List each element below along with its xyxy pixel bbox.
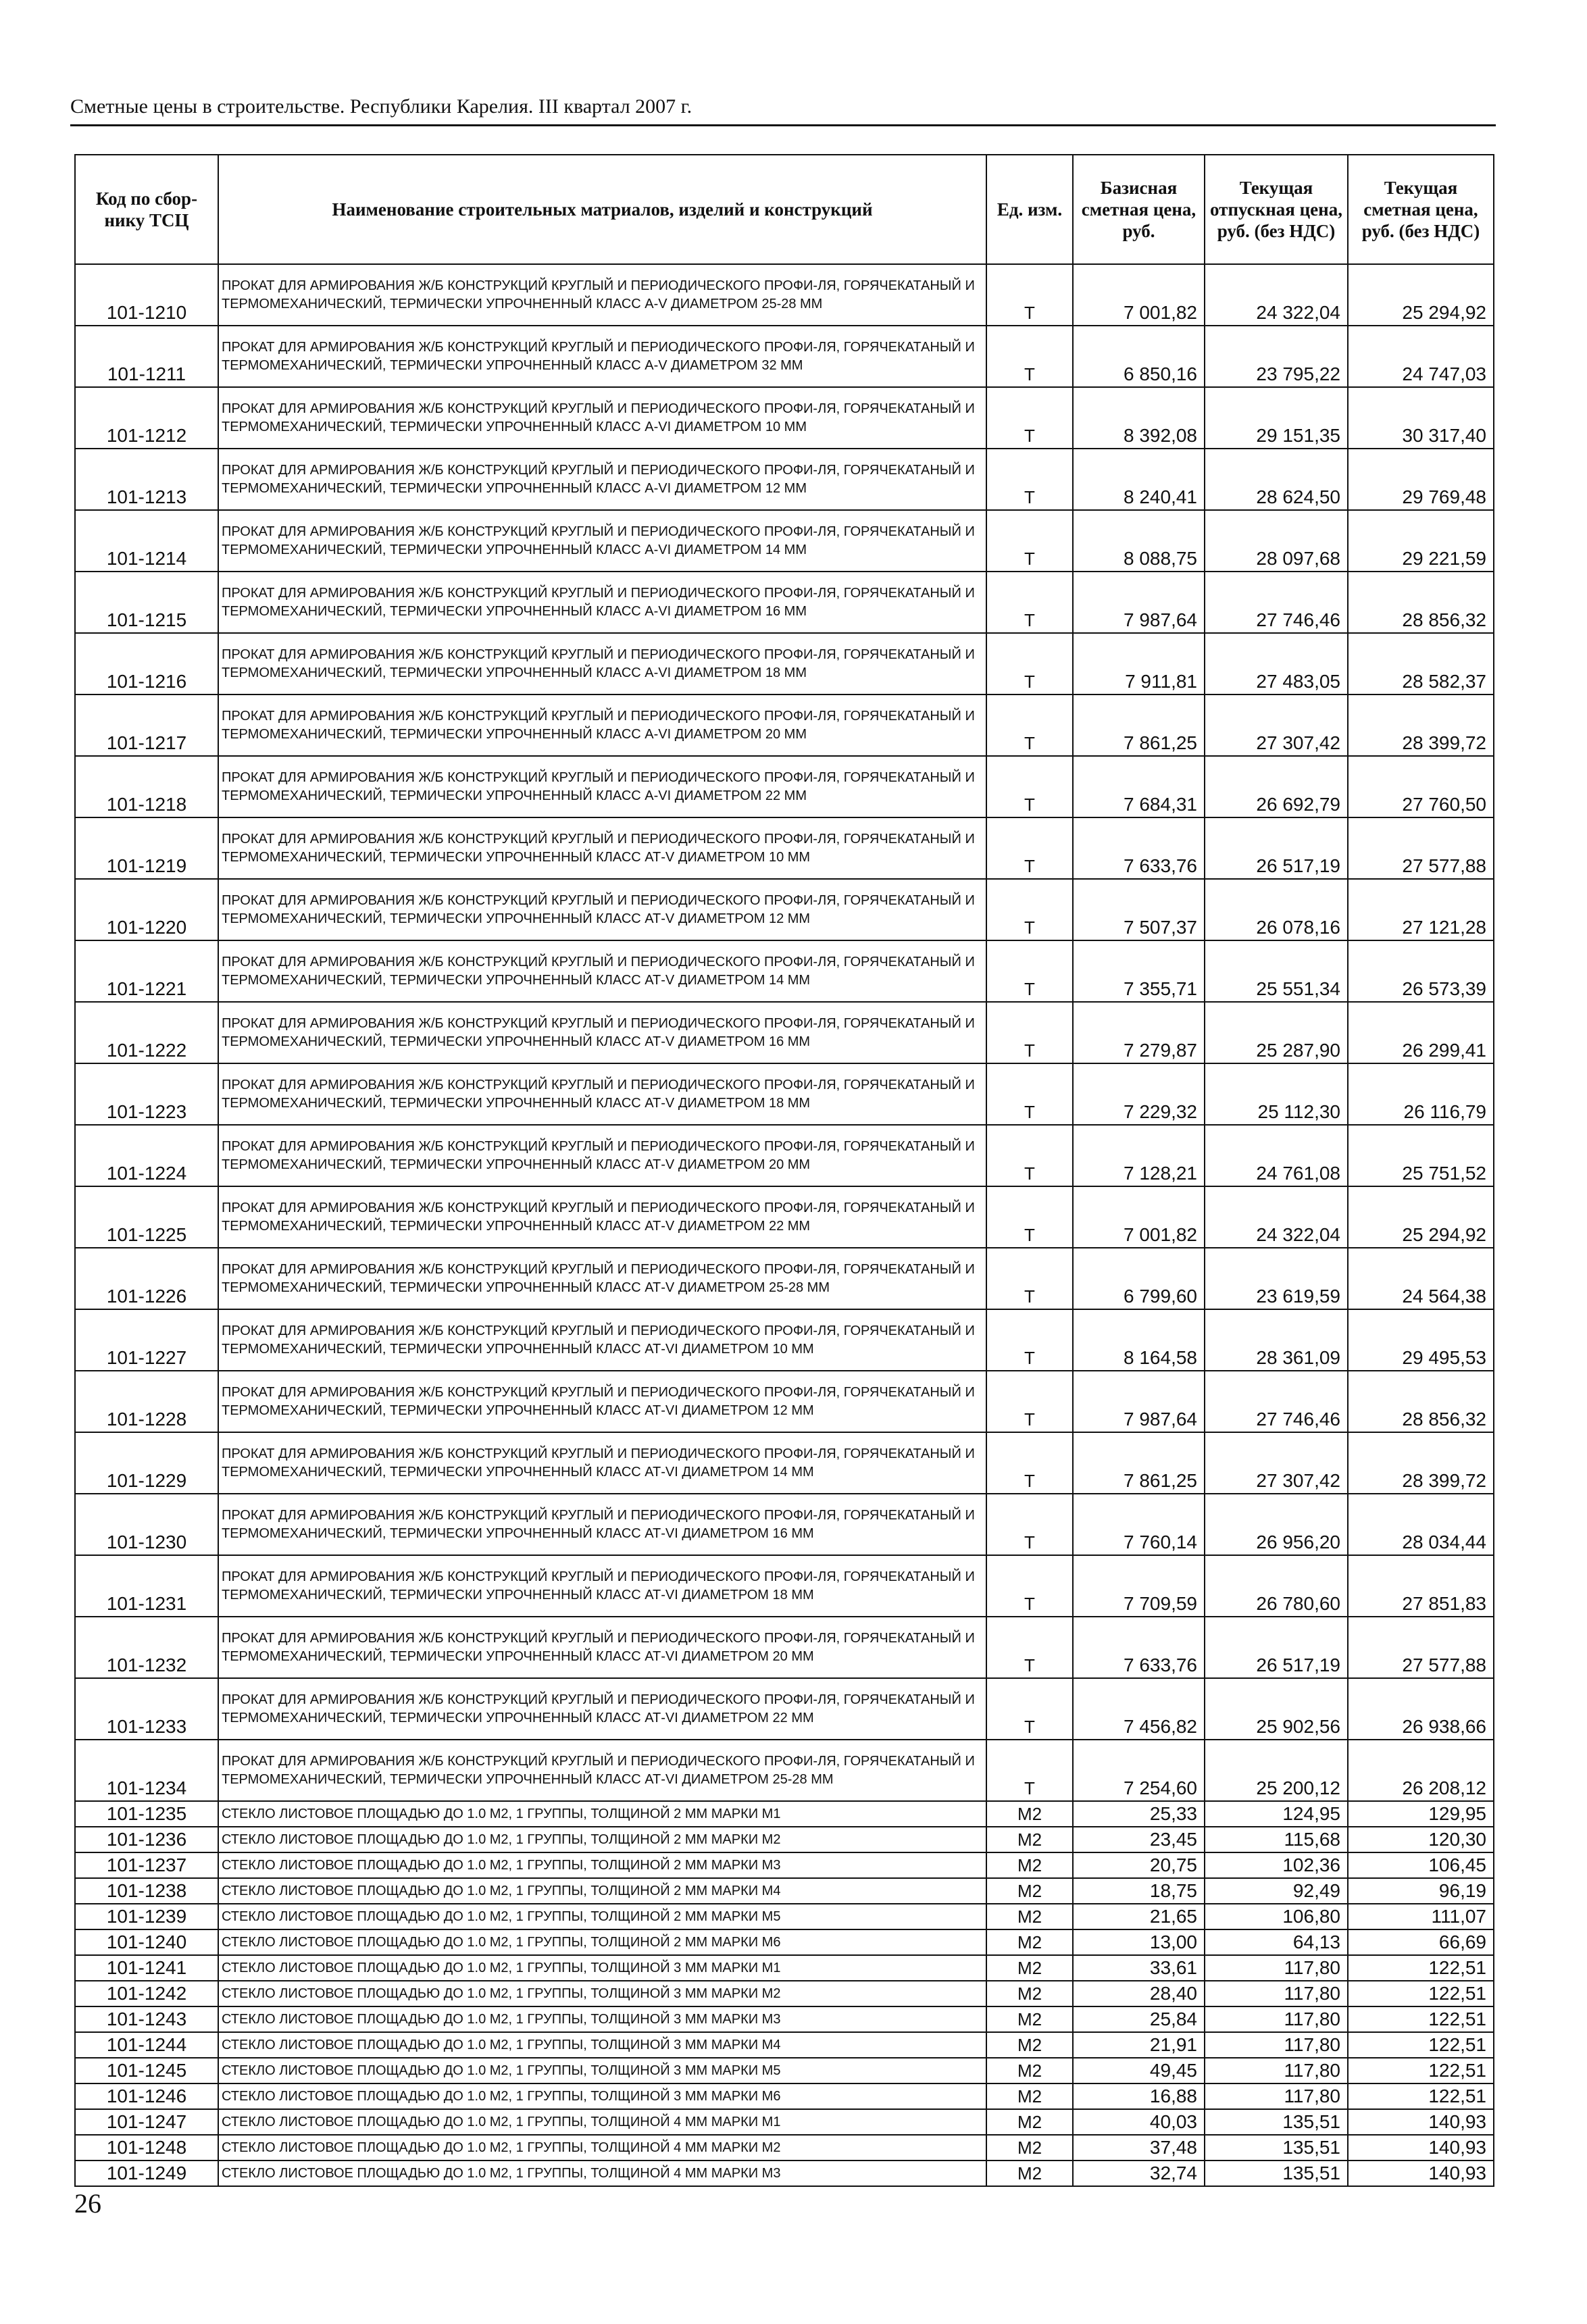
table-row [75,1371,1494,1432]
item-name: ПРОКАТ ДЛЯ АРМИРОВАНИЯ Ж/Б КОНСТРУКЦИЙ КРУГЛЫЙ И ПЕРИОДИЧЕСКОГО ПРОФИ-ЛЯ, ГОРЯЧЕКАТАНЫЙ И ТЕРМОМЕХАНИЧЕСКИЙ, ТЕРМИЧЕСКИ УПРОЧНЕННЫЙ КЛАСС А-V ДИАМЕТРОМ 25-28 ММ [218,264,986,326]
item-name: ПРОКАТ ДЛЯ АРМИРОВАНИЯ Ж/Б КОНСТРУКЦИЙ КРУГЛЫЙ И ПЕРИОДИЧЕСКОГО ПРОФИ-ЛЯ, ГОРЯЧЕКАТАНЫЙ И ТЕРМОМЕХАНИЧЕСКИЙ, ТЕРМИЧЕСКИ УПРОЧНЕННЫЙ КЛАСС АТ-V ДИАМЕТРОМ 18 ММ [218,1063,986,1125]
item-name: СТЕКЛО ЛИСТОВОЕ ПЛОЩАДЬЮ ДО 1.0 М2, 1 ГРУППЫ, ТОЛЩИНОЙ 4 ММ МАРКИ М2 [218,2135,986,2161]
item-name: ПРОКАТ ДЛЯ АРМИРОВАНИЯ Ж/Б КОНСТРУКЦИЙ КРУГЛЫЙ И ПЕРИОДИЧЕСКОГО ПРОФИ-ЛЯ, ГОРЯЧЕКАТАНЫЙ И ТЕРМОМЕХАНИЧЕСКИЙ, ТЕРМИЧЕСКИ УПРОЧНЕННЫЙ КЛАСС АТ-V ДИАМЕТРОМ 22 ММ [218,1186,986,1248]
item-base-price: 6 850,16 [1073,326,1205,387]
item-estimate-price: 29 769,48 [1348,449,1494,510]
item-estimate-price: 122,51 [1348,1955,1494,1981]
item-estimate-price: 106,45 [1348,1852,1494,1878]
item-release-price: 117,80 [1205,2058,1348,2083]
item-base-price: 7 987,64 [1073,572,1205,633]
table-row [75,387,1494,449]
table-row [75,2032,1494,2058]
item-base-price: 33,61 [1073,1955,1205,1981]
item-release-price: 124,95 [1205,1801,1348,1827]
item-estimate-price: 96,19 [1348,1878,1494,1904]
item-base-price: 25,33 [1073,1801,1205,1827]
item-unit: Т [986,387,1073,449]
table-row [75,1494,1494,1555]
item-code: 101-1230 [75,1494,218,1555]
item-code: 101-1237 [75,1852,218,1878]
item-code: 101-1236 [75,1827,218,1852]
item-release-price: 28 624,50 [1205,449,1348,510]
item-estimate-price: 29 495,53 [1348,1309,1494,1371]
item-estimate-price: 30 317,40 [1348,387,1494,449]
item-base-price: 21,65 [1073,1904,1205,1929]
item-base-price: 7 001,82 [1073,264,1205,326]
item-code: 101-1226 [75,1248,218,1309]
item-unit: Т [986,326,1073,387]
table-row [75,1904,1494,1929]
table-row [75,1852,1494,1878]
item-release-price: 24 322,04 [1205,1186,1348,1248]
item-estimate-price: 122,51 [1348,2006,1494,2032]
table-row [75,1801,1494,1827]
table-row [75,756,1494,817]
item-name: СТЕКЛО ЛИСТОВОЕ ПЛОЩАДЬЮ ДО 1.0 М2, 1 ГРУППЫ, ТОЛЩИНОЙ 2 ММ МАРКИ М1 [218,1801,986,1827]
item-unit: М2 [986,1878,1073,1904]
item-base-price: 7 001,82 [1073,1186,1205,1248]
item-code: 101-1210 [75,264,218,326]
item-base-price: 40,03 [1073,2109,1205,2135]
item-estimate-price: 122,51 [1348,2032,1494,2058]
item-code: 101-1223 [75,1063,218,1125]
item-release-price: 24 322,04 [1205,264,1348,326]
item-code: 101-1245 [75,2058,218,2083]
item-unit: М2 [986,2006,1073,2032]
item-estimate-price: 26 208,12 [1348,1740,1494,1801]
item-unit: М2 [986,1981,1073,2006]
item-estimate-price: 27 577,88 [1348,1617,1494,1678]
item-unit: Т [986,1248,1073,1309]
item-name: СТЕКЛО ЛИСТОВОЕ ПЛОЩАДЬЮ ДО 1.0 М2, 1 ГРУППЫ, ТОЛЩИНОЙ 2 ММ МАРКИ М2 [218,1827,986,1852]
item-estimate-price: 122,51 [1348,2083,1494,2109]
column-header-estimate-price: Текущая сметная цена, руб. (без НДС) [1348,155,1494,264]
table-row [75,817,1494,879]
item-name: СТЕКЛО ЛИСТОВОЕ ПЛОЩАДЬЮ ДО 1.0 М2, 1 ГРУППЫ, ТОЛЩИНОЙ 3 ММ МАРКИ М5 [218,2058,986,2083]
item-release-price: 25 287,90 [1205,1002,1348,1063]
item-code: 101-1247 [75,2109,218,2135]
item-name: СТЕКЛО ЛИСТОВОЕ ПЛОЩАДЬЮ ДО 1.0 М2, 1 ГРУППЫ, ТОЛЩИНОЙ 3 ММ МАРКИ М4 [218,2032,986,2058]
item-name: ПРОКАТ ДЛЯ АРМИРОВАНИЯ Ж/Б КОНСТРУКЦИЙ КРУГЛЫЙ И ПЕРИОДИЧЕСКОГО ПРОФИ-ЛЯ, ГОРЯЧЕКАТАНЫЙ И ТЕРМОМЕХАНИЧЕСКИЙ, ТЕРМИЧЕСКИ УПРОЧНЕННЫЙ КЛАСС АТ-V ДИАМЕТРОМ 12 ММ [218,879,986,940]
item-name: ПРОКАТ ДЛЯ АРМИРОВАНИЯ Ж/Б КОНСТРУКЦИЙ КРУГЛЫЙ И ПЕРИОДИЧЕСКОГО ПРОФИ-ЛЯ, ГОРЯЧЕКАТАНЫЙ И ТЕРМОМЕХАНИЧЕСКИЙ, ТЕРМИЧЕСКИ УПРОЧНЕННЫЙ КЛАСС АТ-VI ДИАМЕТРОМ 25-28 ММ [218,1740,986,1801]
item-name: ПРОКАТ ДЛЯ АРМИРОВАНИЯ Ж/Б КОНСТРУКЦИЙ КРУГЛЫЙ И ПЕРИОДИЧЕСКОГО ПРОФИ-ЛЯ, ГОРЯЧЕКАТАНЫЙ И ТЕРМОМЕХАНИЧЕСКИЙ, ТЕРМИЧЕСКИ УПРОЧНЕННЫЙ КЛАСС АТ-V ДИАМЕТРОМ 10 ММ [218,817,986,879]
item-estimate-price: 28 856,32 [1348,1371,1494,1432]
item-base-price: 13,00 [1073,1929,1205,1955]
item-base-price: 7 456,82 [1073,1678,1205,1740]
item-name: ПРОКАТ ДЛЯ АРМИРОВАНИЯ Ж/Б КОНСТРУКЦИЙ КРУГЛЫЙ И ПЕРИОДИЧЕСКОГО ПРОФИ-ЛЯ, ГОРЯЧЕКАТАНЫЙ И ТЕРМОМЕХАНИЧЕСКИЙ, ТЕРМИЧЕСКИ УПРОЧНЕННЫЙ КЛАСС АТ-V ДИАМЕТРОМ 25-28 ММ [218,1248,986,1309]
item-estimate-price: 140,93 [1348,2135,1494,2161]
table-row [75,2135,1494,2161]
item-unit: Т [986,1186,1073,1248]
column-header-base-price: Базисная сметная цена, руб. [1073,155,1205,264]
item-unit: М2 [986,2135,1073,2161]
item-code: 101-1211 [75,326,218,387]
item-estimate-price: 111,07 [1348,1904,1494,1929]
item-unit: Т [986,633,1073,694]
table-row [75,2161,1494,2186]
item-estimate-price: 28 856,32 [1348,572,1494,633]
item-unit: Т [986,1063,1073,1125]
item-release-price: 28 097,68 [1205,510,1348,572]
item-base-price: 20,75 [1073,1852,1205,1878]
column-header-name: Наименование строительных матриалов, изделий и конструкций [218,155,986,264]
item-code: 101-1242 [75,1981,218,2006]
table-row [75,1678,1494,1740]
item-release-price: 27 746,46 [1205,1371,1348,1432]
item-unit: Т [986,1432,1073,1494]
table-row [75,879,1494,940]
item-name: СТЕКЛО ЛИСТОВОЕ ПЛОЩАДЬЮ ДО 1.0 М2, 1 ГРУППЫ, ТОЛЩИНОЙ 2 ММ МАРКИ М3 [218,1852,986,1878]
item-unit: Т [986,817,1073,879]
item-name: ПРОКАТ ДЛЯ АРМИРОВАНИЯ Ж/Б КОНСТРУКЦИЙ КРУГЛЫЙ И ПЕРИОДИЧЕСКОГО ПРОФИ-ЛЯ, ГОРЯЧЕКАТАНЫЙ И ТЕРМОМЕХАНИЧЕСКИЙ, ТЕРМИЧЕСКИ УПРОЧНЕННЫЙ КЛАСС А-VI ДИАМЕТРОМ 22 ММ [218,756,986,817]
item-estimate-price: 28 399,72 [1348,694,1494,756]
item-code: 101-1231 [75,1555,218,1617]
item-unit: М2 [986,1801,1073,1827]
item-code: 101-1248 [75,2135,218,2161]
item-name: СТЕКЛО ЛИСТОВОЕ ПЛОЩАДЬЮ ДО 1.0 М2, 1 ГРУППЫ, ТОЛЩИНОЙ 3 ММ МАРКИ М6 [218,2083,986,2109]
item-release-price: 135,51 [1205,2135,1348,2161]
page-number: 26 [74,2188,101,2219]
item-name: СТЕКЛО ЛИСТОВОЕ ПЛОЩАДЬЮ ДО 1.0 М2, 1 ГРУППЫ, ТОЛЩИНОЙ 3 ММ МАРКИ М1 [218,1955,986,1981]
item-name: ПРОКАТ ДЛЯ АРМИРОВАНИЯ Ж/Б КОНСТРУКЦИЙ КРУГЛЫЙ И ПЕРИОДИЧЕСКОГО ПРОФИ-ЛЯ, ГОРЯЧЕКАТАНЫЙ И ТЕРМОМЕХАНИЧЕСКИЙ, ТЕРМИЧЕСКИ УПРОЧНЕННЫЙ КЛАСС А-VI ДИАМЕТРОМ 10 ММ [218,387,986,449]
item-unit: Т [986,694,1073,756]
table-row [75,2006,1494,2032]
item-estimate-price: 28 582,37 [1348,633,1494,694]
item-code: 101-1229 [75,1432,218,1494]
item-code: 101-1241 [75,1955,218,1981]
item-estimate-price: 129,95 [1348,1801,1494,1827]
item-release-price: 26 956,20 [1205,1494,1348,1555]
table-row [75,1955,1494,1981]
item-release-price: 25 200,12 [1205,1740,1348,1801]
item-name: СТЕКЛО ЛИСТОВОЕ ПЛОЩАДЬЮ ДО 1.0 М2, 1 ГРУППЫ, ТОЛЩИНОЙ 3 ММ МАРКИ М2 [218,1981,986,2006]
item-base-price: 7 279,87 [1073,1002,1205,1063]
table-row [75,449,1494,510]
table-row [75,1432,1494,1494]
item-code: 101-1221 [75,940,218,1002]
table-row [75,1555,1494,1617]
item-name: ПРОКАТ ДЛЯ АРМИРОВАНИЯ Ж/Б КОНСТРУКЦИЙ КРУГЛЫЙ И ПЕРИОДИЧЕСКОГО ПРОФИ-ЛЯ, ГОРЯЧЕКАТАНЫЙ И ТЕРМОМЕХАНИЧЕСКИЙ, ТЕРМИЧЕСКИ УПРОЧНЕННЫЙ КЛАСС АТ-VI ДИАМЕТРОМ 22 ММ [218,1678,986,1740]
item-base-price: 7 355,71 [1073,940,1205,1002]
item-release-price: 117,80 [1205,1955,1348,1981]
table-row [75,1002,1494,1063]
item-release-price: 26 780,60 [1205,1555,1348,1617]
item-code: 101-1239 [75,1904,218,1929]
table-row [75,2109,1494,2135]
item-unit: Т [986,1002,1073,1063]
item-base-price: 23,45 [1073,1827,1205,1852]
item-code: 101-1225 [75,1186,218,1248]
item-unit: Т [986,510,1073,572]
table-row [75,1309,1494,1371]
table-row [75,572,1494,633]
item-estimate-price: 66,69 [1348,1929,1494,1955]
column-header-release-price: Текущая отпускная цена, руб. (без НДС) [1205,155,1348,264]
item-release-price: 26 692,79 [1205,756,1348,817]
item-estimate-price: 27 851,83 [1348,1555,1494,1617]
item-base-price: 7 684,31 [1073,756,1205,817]
item-code: 101-1243 [75,2006,218,2032]
item-base-price: 7 709,59 [1073,1555,1205,1617]
item-release-price: 106,80 [1205,1904,1348,1929]
item-estimate-price: 26 938,66 [1348,1678,1494,1740]
item-base-price: 7 633,76 [1073,817,1205,879]
item-unit: М2 [986,2161,1073,2186]
table-row [75,510,1494,572]
item-name: СТЕКЛО ЛИСТОВОЕ ПЛОЩАДЬЮ ДО 1.0 М2, 1 ГРУППЫ, ТОЛЩИНОЙ 2 ММ МАРКИ М5 [218,1904,986,1929]
item-base-price: 16,88 [1073,2083,1205,2109]
item-estimate-price: 140,93 [1348,2161,1494,2186]
item-name: СТЕКЛО ЛИСТОВОЕ ПЛОЩАДЬЮ ДО 1.0 М2, 1 ГРУППЫ, ТОЛЩИНОЙ 2 ММ МАРКИ М4 [218,1878,986,1904]
item-code: 101-1224 [75,1125,218,1186]
item-name: ПРОКАТ ДЛЯ АРМИРОВАНИЯ Ж/Б КОНСТРУКЦИЙ КРУГЛЫЙ И ПЕРИОДИЧЕСКОГО ПРОФИ-ЛЯ, ГОРЯЧЕКАТАНЫЙ И ТЕРМОМЕХАНИЧЕСКИЙ, ТЕРМИЧЕСКИ УПРОЧНЕННЫЙ КЛАСС АТ-VI ДИАМЕТРОМ 10 ММ [218,1309,986,1371]
item-code: 101-1227 [75,1309,218,1371]
price-table-body [75,264,1494,2186]
table-row [75,1878,1494,1904]
item-unit: Т [986,940,1073,1002]
table-row [75,694,1494,756]
item-release-price: 27 307,42 [1205,694,1348,756]
item-estimate-price: 27 760,50 [1348,756,1494,817]
item-release-price: 26 078,16 [1205,879,1348,940]
item-name: СТЕКЛО ЛИСТОВОЕ ПЛОЩАДЬЮ ДО 1.0 М2, 1 ГРУППЫ, ТОЛЩИНОЙ 3 ММ МАРКИ М3 [218,2006,986,2032]
item-unit: Т [986,1125,1073,1186]
price-table-header [75,155,1494,264]
item-release-price: 26 517,19 [1205,1617,1348,1678]
item-unit: Т [986,572,1073,633]
item-unit: М2 [986,2032,1073,2058]
item-release-price: 117,80 [1205,2032,1348,2058]
item-estimate-price: 27 577,88 [1348,817,1494,879]
item-base-price: 7 229,32 [1073,1063,1205,1125]
item-estimate-price: 27 121,28 [1348,879,1494,940]
item-unit: М2 [986,2058,1073,2083]
item-unit: Т [986,1678,1073,1740]
table-row [75,1186,1494,1248]
item-unit: М2 [986,1955,1073,1981]
item-name: ПРОКАТ ДЛЯ АРМИРОВАНИЯ Ж/Б КОНСТРУКЦИЙ КРУГЛЫЙ И ПЕРИОДИЧЕСКОГО ПРОФИ-ЛЯ, ГОРЯЧЕКАТАНЫЙ И ТЕРМОМЕХАНИЧЕСКИЙ, ТЕРМИЧЕСКИ УПРОЧНЕННЫЙ КЛАСС АТ-VI ДИАМЕТРОМ 18 ММ [218,1555,986,1617]
item-name: СТЕКЛО ЛИСТОВОЕ ПЛОЩАДЬЮ ДО 1.0 М2, 1 ГРУППЫ, ТОЛЩИНОЙ 2 ММ МАРКИ М6 [218,1929,986,1955]
item-code: 101-1218 [75,756,218,817]
item-unit: М2 [986,2083,1073,2109]
item-name: ПРОКАТ ДЛЯ АРМИРОВАНИЯ Ж/Б КОНСТРУКЦИЙ КРУГЛЫЙ И ПЕРИОДИЧЕСКОГО ПРОФИ-ЛЯ, ГОРЯЧЕКАТАНЫЙ И ТЕРМОМЕХАНИЧЕСКИЙ, ТЕРМИЧЕСКИ УПРОЧНЕННЫЙ КЛАСС АТ-V ДИАМЕТРОМ 16 ММ [218,1002,986,1063]
item-code: 101-1228 [75,1371,218,1432]
item-base-price: 37,48 [1073,2135,1205,2161]
table-row [75,940,1494,1002]
item-estimate-price: 28 034,44 [1348,1494,1494,1555]
price-table [74,154,1494,2187]
item-unit: Т [986,1371,1073,1432]
item-code: 101-1233 [75,1678,218,1740]
table-row [75,633,1494,694]
item-estimate-price: 120,30 [1348,1827,1494,1852]
item-code: 101-1244 [75,2032,218,2058]
table-row [75,2058,1494,2083]
table-row [75,326,1494,387]
item-base-price: 32,74 [1073,2161,1205,2186]
table-row [75,1248,1494,1309]
item-estimate-price: 25 751,52 [1348,1125,1494,1186]
item-base-price: 7 987,64 [1073,1371,1205,1432]
item-base-price: 7 760,14 [1073,1494,1205,1555]
item-base-price: 6 799,60 [1073,1248,1205,1309]
item-unit: М2 [986,1904,1073,1929]
item-name: ПРОКАТ ДЛЯ АРМИРОВАНИЯ Ж/Б КОНСТРУКЦИЙ КРУГЛЫЙ И ПЕРИОДИЧЕСКОГО ПРОФИ-ЛЯ, ГОРЯЧЕКАТАНЫЙ И ТЕРМОМЕХАНИЧЕСКИЙ, ТЕРМИЧЕСКИ УПРОЧНЕННЫЙ КЛАСС АТ-V ДИАМЕТРОМ 20 ММ [218,1125,986,1186]
item-release-price: 23 795,22 [1205,326,1348,387]
item-unit: М2 [986,1827,1073,1852]
item-code: 101-1234 [75,1740,218,1801]
item-base-price: 8 392,08 [1073,387,1205,449]
item-base-price: 21,91 [1073,2032,1205,2058]
table-row [75,1827,1494,1852]
item-code: 101-1222 [75,1002,218,1063]
item-release-price: 27 307,42 [1205,1432,1348,1494]
item-code: 101-1240 [75,1929,218,1955]
item-estimate-price: 24 564,38 [1348,1248,1494,1309]
item-estimate-price: 26 116,79 [1348,1063,1494,1125]
item-name: ПРОКАТ ДЛЯ АРМИРОВАНИЯ Ж/Б КОНСТРУКЦИЙ КРУГЛЫЙ И ПЕРИОДИЧЕСКОГО ПРОФИ-ЛЯ, ГОРЯЧЕКАТАНЫЙ И ТЕРМОМЕХАНИЧЕСКИЙ, ТЕРМИЧЕСКИ УПРОЧНЕННЫЙ КЛАСС АТ-VI ДИАМЕТРОМ 14 ММ [218,1432,986,1494]
item-release-price: 92,49 [1205,1878,1348,1904]
item-base-price: 7 507,37 [1073,879,1205,940]
item-name: ПРОКАТ ДЛЯ АРМИРОВАНИЯ Ж/Б КОНСТРУКЦИЙ КРУГЛЫЙ И ПЕРИОДИЧЕСКОГО ПРОФИ-ЛЯ, ГОРЯЧЕКАТАНЫЙ И ТЕРМОМЕХАНИЧЕСКИЙ, ТЕРМИЧЕСКИ УПРОЧНЕННЫЙ КЛАСС АТ-VI ДИАМЕТРОМ 16 ММ [218,1494,986,1555]
item-estimate-price: 25 294,92 [1348,264,1494,326]
table-row [75,1740,1494,1801]
item-unit: М2 [986,2109,1073,2135]
item-base-price: 7 633,76 [1073,1617,1205,1678]
table-row [75,264,1494,326]
item-base-price: 8 164,58 [1073,1309,1205,1371]
item-code: 101-1215 [75,572,218,633]
item-base-price: 18,75 [1073,1878,1205,1904]
item-unit: М2 [986,1929,1073,1955]
table-row [75,1981,1494,2006]
item-release-price: 25 112,30 [1205,1063,1348,1125]
item-release-price: 27 746,46 [1205,572,1348,633]
item-release-price: 27 483,05 [1205,633,1348,694]
item-name: ПРОКАТ ДЛЯ АРМИРОВАНИЯ Ж/Б КОНСТРУКЦИЙ КРУГЛЫЙ И ПЕРИОДИЧЕСКОГО ПРОФИ-ЛЯ, ГОРЯЧЕКАТАНЫЙ И ТЕРМОМЕХАНИЧЕСКИЙ, ТЕРМИЧЕСКИ УПРОЧНЕННЫЙ КЛАСС А-VI ДИАМЕТРОМ 14 ММ [218,510,986,572]
table-row [75,2083,1494,2109]
item-release-price: 135,51 [1205,2109,1348,2135]
item-code: 101-1249 [75,2161,218,2186]
item-base-price: 7 861,25 [1073,694,1205,756]
item-estimate-price: 25 294,92 [1348,1186,1494,1248]
item-release-price: 117,80 [1205,2006,1348,2032]
item-release-price: 29 151,35 [1205,387,1348,449]
item-name: ПРОКАТ ДЛЯ АРМИРОВАНИЯ Ж/Б КОНСТРУКЦИЙ КРУГЛЫЙ И ПЕРИОДИЧЕСКОГО ПРОФИ-ЛЯ, ГОРЯЧЕКАТАНЫЙ И ТЕРМОМЕХАНИЧЕСКИЙ, ТЕРМИЧЕСКИ УПРОЧНЕННЫЙ КЛАСС А-VI ДИАМЕТРОМ 16 ММ [218,572,986,633]
item-name: СТЕКЛО ЛИСТОВОЕ ПЛОЩАДЬЮ ДО 1.0 М2, 1 ГРУППЫ, ТОЛЩИНОЙ 4 ММ МАРКИ М3 [218,2161,986,2186]
item-code: 101-1213 [75,449,218,510]
item-name: ПРОКАТ ДЛЯ АРМИРОВАНИЯ Ж/Б КОНСТРУКЦИЙ КРУГЛЫЙ И ПЕРИОДИЧЕСКОГО ПРОФИ-ЛЯ, ГОРЯЧЕКАТАНЫЙ И ТЕРМОМЕХАНИЧЕСКИЙ, ТЕРМИЧЕСКИ УПРОЧНЕННЫЙ КЛАСС А-VI ДИАМЕТРОМ 20 ММ [218,694,986,756]
item-release-price: 115,68 [1205,1827,1348,1852]
table-row [75,1929,1494,1955]
item-unit: М2 [986,1852,1073,1878]
item-name: ПРОКАТ ДЛЯ АРМИРОВАНИЯ Ж/Б КОНСТРУКЦИЙ КРУГЛЫЙ И ПЕРИОДИЧЕСКОГО ПРОФИ-ЛЯ, ГОРЯЧЕКАТАНЫЙ И ТЕРМОМЕХАНИЧЕСКИЙ, ТЕРМИЧЕСКИ УПРОЧНЕННЫЙ КЛАСС А-VI ДИАМЕТРОМ 12 ММ [218,449,986,510]
table-row [75,1617,1494,1678]
item-name: ПРОКАТ ДЛЯ АРМИРОВАНИЯ Ж/Б КОНСТРУКЦИЙ КРУГЛЫЙ И ПЕРИОДИЧЕСКОГО ПРОФИ-ЛЯ, ГОРЯЧЕКАТАНЫЙ И ТЕРМОМЕХАНИЧЕСКИЙ, ТЕРМИЧЕСКИ УПРОЧНЕННЫЙ КЛАСС АТ-VI ДИАМЕТРОМ 20 ММ [218,1617,986,1678]
item-unit: Т [986,264,1073,326]
table-row [75,1063,1494,1125]
item-base-price: 8 240,41 [1073,449,1205,510]
item-release-price: 26 517,19 [1205,817,1348,879]
item-name: ПРОКАТ ДЛЯ АРМИРОВАНИЯ Ж/Б КОНСТРУКЦИЙ КРУГЛЫЙ И ПЕРИОДИЧЕСКОГО ПРОФИ-ЛЯ, ГОРЯЧЕКАТАНЫЙ И ТЕРМОМЕХАНИЧЕСКИЙ, ТЕРМИЧЕСКИ УПРОЧНЕННЫЙ КЛАСС АТ-VI ДИАМЕТРОМ 12 ММ [218,1371,986,1432]
table-row [75,1125,1494,1186]
item-estimate-price: 29 221,59 [1348,510,1494,572]
item-code: 101-1246 [75,2083,218,2109]
item-base-price: 7 128,21 [1073,1125,1205,1186]
item-code: 101-1214 [75,510,218,572]
item-unit: Т [986,1309,1073,1371]
item-release-price: 25 551,34 [1205,940,1348,1002]
item-estimate-price: 26 573,39 [1348,940,1494,1002]
item-release-price: 23 619,59 [1205,1248,1348,1309]
item-release-price: 102,36 [1205,1852,1348,1878]
item-code: 101-1238 [75,1878,218,1904]
item-name: ПРОКАТ ДЛЯ АРМИРОВАНИЯ Ж/Б КОНСТРУКЦИЙ КРУГЛЫЙ И ПЕРИОДИЧЕСКОГО ПРОФИ-ЛЯ, ГОРЯЧЕКАТАНЫЙ И ТЕРМОМЕХАНИЧЕСКИЙ, ТЕРМИЧЕСКИ УПРОЧНЕННЫЙ КЛАСС АТ-V ДИАМЕТРОМ 14 ММ [218,940,986,1002]
item-estimate-price: 28 399,72 [1348,1432,1494,1494]
column-header-code: Код по сбор-нику ТСЦ [75,155,218,264]
item-unit: Т [986,1555,1073,1617]
item-code: 101-1232 [75,1617,218,1678]
item-base-price: 28,40 [1073,1981,1205,2006]
item-release-price: 25 902,56 [1205,1678,1348,1740]
item-estimate-price: 122,51 [1348,2058,1494,2083]
item-name: ПРОКАТ ДЛЯ АРМИРОВАНИЯ Ж/Б КОНСТРУКЦИЙ КРУГЛЫЙ И ПЕРИОДИЧЕСКОГО ПРОФИ-ЛЯ, ГОРЯЧЕКАТАНЫЙ И ТЕРМОМЕХАНИЧЕСКИЙ, ТЕРМИЧЕСКИ УПРОЧНЕННЫЙ КЛАСС А-VI ДИАМЕТРОМ 18 ММ [218,633,986,694]
item-estimate-price: 24 747,03 [1348,326,1494,387]
item-release-price: 117,80 [1205,1981,1348,2006]
item-name: ПРОКАТ ДЛЯ АРМИРОВАНИЯ Ж/Б КОНСТРУКЦИЙ КРУГЛЫЙ И ПЕРИОДИЧЕСКОГО ПРОФИ-ЛЯ, ГОРЯЧЕКАТАНЫЙ И ТЕРМОМЕХАНИЧЕСКИЙ, ТЕРМИЧЕСКИ УПРОЧНЕННЫЙ КЛАСС А-V ДИАМЕТРОМ 32 ММ [218,326,986,387]
item-release-price: 28 361,09 [1205,1309,1348,1371]
item-release-price: 64,13 [1205,1929,1348,1955]
item-release-price: 135,51 [1205,2161,1348,2186]
item-unit: Т [986,756,1073,817]
column-header-unit: Ед. изм. [986,155,1073,264]
item-base-price: 7 254,60 [1073,1740,1205,1801]
item-estimate-price: 26 299,41 [1348,1002,1494,1063]
item-release-price: 24 761,08 [1205,1125,1348,1186]
item-estimate-price: 122,51 [1348,1981,1494,2006]
item-code: 101-1219 [75,817,218,879]
item-base-price: 7 911,81 [1073,633,1205,694]
item-release-price: 117,80 [1205,2083,1348,2109]
item-name: СТЕКЛО ЛИСТОВОЕ ПЛОЩАДЬЮ ДО 1.0 М2, 1 ГРУППЫ, ТОЛЩИНОЙ 4 ММ МАРКИ М1 [218,2109,986,2135]
running-header: Сметные цены в строительстве. Республики Карелия. III квартал 2007 г. [70,93,1496,126]
item-code: 101-1216 [75,633,218,694]
item-base-price: 25,84 [1073,2006,1205,2032]
item-unit: Т [986,1740,1073,1801]
item-code: 101-1212 [75,387,218,449]
item-unit: Т [986,449,1073,510]
item-base-price: 49,45 [1073,2058,1205,2083]
item-estimate-price: 140,93 [1348,2109,1494,2135]
item-code: 101-1220 [75,879,218,940]
item-base-price: 8 088,75 [1073,510,1205,572]
item-unit: Т [986,879,1073,940]
item-base-price: 7 861,25 [1073,1432,1205,1494]
item-code: 101-1235 [75,1801,218,1827]
item-code: 101-1217 [75,694,218,756]
item-unit: Т [986,1617,1073,1678]
item-unit: Т [986,1494,1073,1555]
